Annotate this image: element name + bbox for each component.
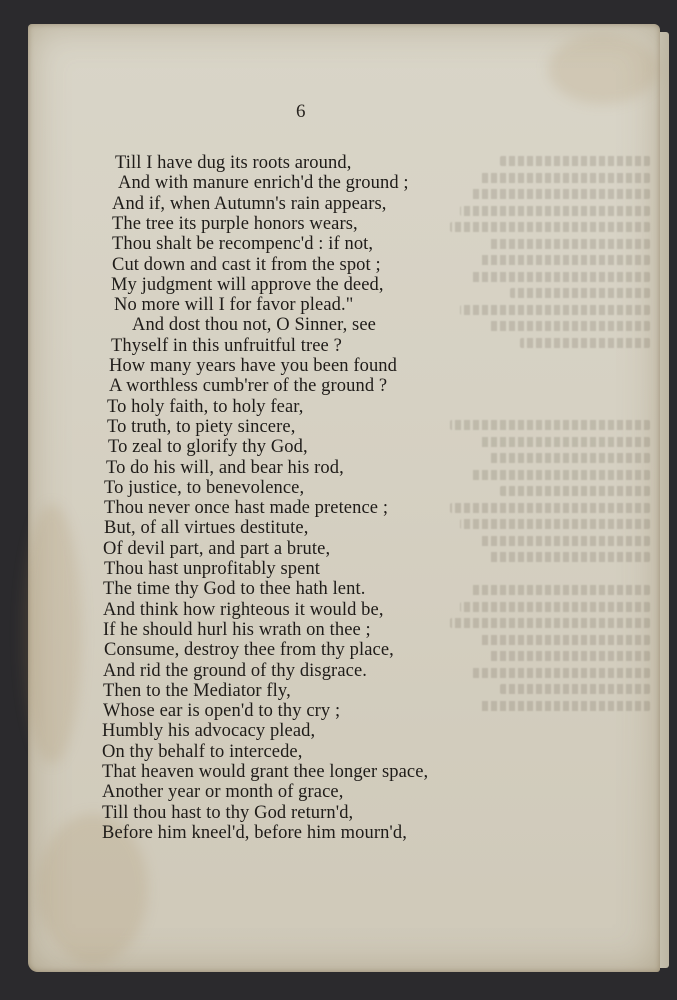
show-through-stroke (480, 173, 650, 183)
verse-line: Whose ear is open'd to thy cry ; (103, 701, 341, 722)
page-number: 6 (296, 101, 306, 122)
show-through-stroke (470, 585, 650, 595)
verse-line: Consume, destroy thee from thy place, (104, 640, 394, 661)
verse-line: Another year or month of grace, (102, 782, 344, 803)
verse-line: Of devil part, and part a brute, (103, 538, 331, 559)
show-through-stroke (480, 701, 650, 711)
show-through-stroke (460, 519, 650, 529)
verse-line: To do his will, and bear his rod, (106, 457, 344, 478)
show-through-stroke (450, 503, 650, 513)
show-through-stroke (470, 668, 650, 678)
verse-line: Thou shalt be recompenc'd : if not, (112, 234, 374, 255)
show-through-stroke (490, 453, 650, 463)
show-through-stroke (510, 288, 650, 298)
show-through-stroke (460, 305, 650, 315)
verse-line: The tree its purple honors wears, (112, 213, 358, 234)
verse-line: The time thy God to thee hath lent. (103, 579, 366, 600)
show-through-stroke (490, 321, 650, 331)
verse-line: To justice, to benevolence, (104, 477, 305, 498)
verse-line: And with manure enrich'd the ground ; (118, 173, 409, 194)
verse-line: A worthless cumb'rer of the ground ? (109, 376, 388, 397)
show-through-stroke (470, 189, 650, 199)
show-through-stroke (450, 420, 650, 430)
verse-line: And rid the ground of thy disgrace. (103, 660, 367, 681)
verse-line: Thou hast unprofitably spent (104, 559, 321, 579)
show-through-stroke (520, 338, 650, 348)
show-through-stroke (490, 239, 650, 249)
top-stain (548, 34, 658, 104)
verse-line: That heaven would grant thee longer space, (102, 762, 429, 782)
verse-line: Thyself in this unfruitful tree ? (111, 335, 342, 356)
edge-stain (22, 504, 82, 764)
verse-line: And if, when Autumn's rain appears, (112, 193, 387, 214)
show-through-stroke (490, 552, 650, 562)
show-through-stroke (500, 156, 650, 166)
verse-line: Then to the Mediator fly, (103, 680, 291, 701)
show-through-stroke (480, 635, 650, 645)
verse-line: And think how righteous it would be, (103, 599, 384, 620)
verse-line: Till thou hast to thy God return'd, (102, 802, 354, 823)
verse-line: On thy behalf to intercede, (102, 741, 303, 762)
show-through-stroke (450, 618, 650, 628)
verse-line: To holy faith, to holy fear, (107, 396, 304, 417)
verse-line: But, of all virtues destitute, (104, 518, 309, 539)
show-through-stroke (480, 255, 650, 265)
show-through-stroke (480, 437, 650, 447)
verse-line: And dost thou not, O Sinner, see (132, 315, 376, 336)
verse-line: To zeal to glorify thy God, (108, 437, 308, 458)
verse-line: How many years have you been found (109, 356, 398, 376)
show-through-stroke (470, 272, 650, 282)
show-through-text (400, 150, 650, 870)
show-through-stroke (490, 651, 650, 661)
show-through-stroke (470, 470, 650, 480)
verse-line: My judgment will approve the deed, (111, 274, 384, 295)
show-through-stroke (460, 206, 650, 216)
verse-line: Humbly his advocacy plead, (102, 721, 316, 742)
show-through-stroke (460, 602, 650, 612)
show-through-stroke (450, 222, 650, 232)
verse-line: Thou never once hast made pretence ; (104, 498, 389, 519)
verse-line: Before him kneel'd, before him mourn'd, (102, 822, 407, 843)
verse-line: No more will I for favor plead." (114, 295, 354, 316)
show-through-stroke (480, 536, 650, 546)
verse-line: Cut down and cast it from the spot ; (112, 254, 381, 275)
verse-line: Till I have dug its roots around, (115, 153, 352, 173)
verse-line: If he should hurl his wrath on thee ; (103, 619, 371, 640)
verse-line: To truth, to piety sincere, (107, 416, 296, 437)
show-through-stroke (500, 486, 650, 496)
show-through-stroke (500, 684, 650, 694)
